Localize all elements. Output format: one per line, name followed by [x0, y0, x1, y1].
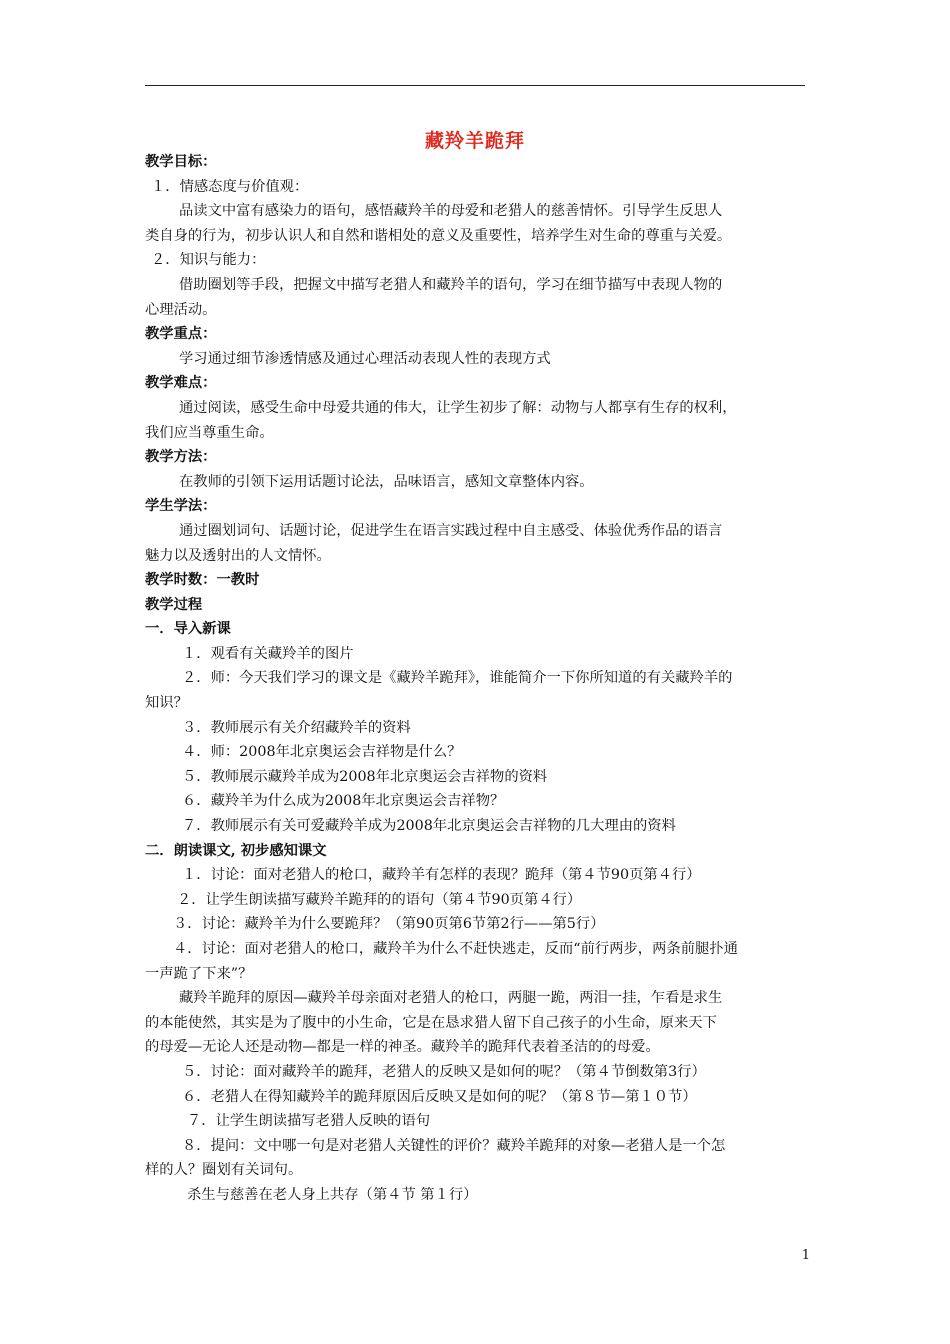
text-line: 的母爱—无论人还是动物—都是一样的神圣。藏羚羊的跪拜代表着圣洁的的母爱。 [145, 1039, 660, 1056]
text-line: ７．教师展示有关可爱藏羚羊成为2008年北京奥运会吉祥物的几大理由的资料 [182, 818, 676, 835]
text-line: ８．提问：文中哪一句是对老猎人关键性的评价？藏羚羊跪拜的对象—老猎人是一个怎 [182, 1137, 726, 1154]
text-line: 借助圈划等手段，把握文中描写老猎人和藏羚羊的语句，学习在细节描写中表现人物的 [179, 276, 723, 293]
text-line: ３．讨论：藏羚羊为什么要跪拜？（第90页第6节第2行——第5行） [173, 916, 605, 933]
text-line: ３．教师展示有关介绍藏羚羊的资料 [182, 719, 411, 736]
text-line: 心理活动。 [145, 301, 217, 318]
text-line: 杀生与慈善在老人身上共存（第４节 第１行） [187, 1186, 478, 1203]
document-title: 藏羚羊跪拜 [424, 130, 525, 152]
text-line: 的本能使然，其实是为了腹中的小生命，它是在恳求猎人留下自己孩子的小生命，原来天下 [145, 1014, 717, 1031]
text-line: ６．老猎人在得知藏羚羊的跪拜原因后反映又是如何的呢？（第８节—第１０节） [182, 1088, 697, 1105]
page-number: 1 [801, 1248, 810, 1263]
text-line: ４．讨论：面对老猎人的枪口，藏羚羊为什么不赶快逃走，反而“前行两步，两条前腿扑通 [173, 941, 738, 957]
text-line: 藏羚羊跪拜的原因—藏羚羊母亲面对老猎人的枪口，两腿一跪，两泪一挂，乍看是求生 [179, 990, 723, 1007]
text-line: ５．教师展示藏羚羊成为2008年北京奥运会吉祥物的资料 [182, 768, 548, 785]
text-line: 学习通过细节渗透情感及通过心理活动表现人性的表现方式 [179, 350, 551, 367]
text-line: 品读文中富有感染力的语句，感悟藏羚羊的母爱和老猎人的慈善情怀。引导学生反思人 [179, 203, 723, 220]
text-line: ２．师：今天我们学习的课文是《藏羚羊跪拜》，谁能简介一下你所知道的有关藏羚羊的 [182, 670, 733, 687]
section-heading: 教学重点： [145, 326, 217, 343]
text-line: ６．藏羚羊为什么成为2008年北京奥运会吉祥物？ [182, 793, 505, 810]
section-heading: 学生学法： [145, 498, 217, 515]
section-heading: 二．朗读课文, 初步感知课文 [145, 842, 327, 859]
text-line: ７．让学生朗读描写老猎人反映的语句 [187, 1113, 431, 1130]
section-heading: 教学方法： [145, 449, 217, 466]
text-line: 一声跪了下来”？ [145, 965, 253, 982]
text-line: ２．让学生朗读描写藏羚羊跪拜的的语句（第４节90页第４行） [177, 891, 582, 908]
text-line: 我们应当尊重生命。 [145, 424, 274, 441]
text-line: 魅力以及透射出的人文情怀。 [145, 547, 331, 564]
text-line: 通过圈划词句、话题讨论，促进学生在语言实践过程中自主感受、体验优秀作品的语言 [179, 522, 723, 539]
section-heading: 一．导入新课 [145, 621, 231, 638]
text-line: ５．讨论：面对藏羚羊的跪拜，老猎人的反映又是如何的呢？（第４节倒数第3行） [182, 1063, 706, 1080]
text-line: 在教师的引领下运用话题讨论法，品味语言，感知文章整体内容。 [179, 473, 594, 490]
text-line: 样的人？圈划有关词句。 [145, 1162, 303, 1179]
section-heading: 教学过程 [145, 596, 203, 613]
text-line: ４．师：2008年北京奥运会吉祥物是什么？ [182, 744, 462, 761]
text-line: １．情感态度与价值观： [151, 178, 309, 195]
document-body [145, 150, 813, 1208]
section-heading: 教学目标： [145, 154, 217, 170]
text-line: ２．知识与能力： [151, 252, 266, 269]
text-line: １．观看有关藏羚羊的图片 [182, 645, 354, 662]
header-rule [145, 85, 805, 86]
text-line: 知识？ [145, 695, 188, 712]
text-line: 类自身的行为，初步认识人和自然和谐相处的意义及重要性，培养学生对生命的尊重与关爱。 [145, 227, 732, 244]
section-heading: 教学时数：一教时 [145, 572, 260, 589]
text-line: 通过阅读，感受生命中母爱共通的伟大，让学生初步了解：动物与人都享有生存的权利， [179, 399, 737, 416]
text-line: １．讨论：面对老猎人的枪口，藏羚羊有怎样的表现？跪拜（第４节90页第４行） [182, 867, 701, 884]
section-heading: 教学难点： [145, 375, 217, 392]
